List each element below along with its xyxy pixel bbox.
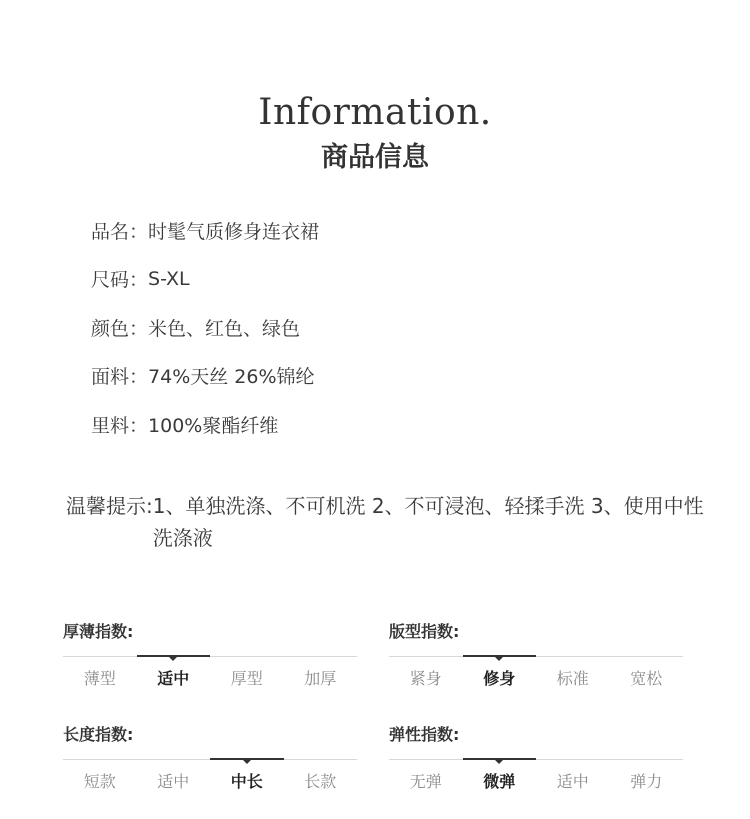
index-option: 适中 (157, 772, 190, 791)
info-value: 米色、红色、绿色 (148, 317, 301, 340)
care-tip (66, 490, 706, 554)
info-row-fabric (91, 352, 319, 401)
index-option: 长款 (304, 772, 337, 791)
thickness-index (63, 621, 357, 690)
index-option: 短款 (83, 772, 116, 791)
info-label: 里料： (91, 414, 149, 437)
product-info-list (91, 206, 319, 449)
info-row-color (91, 303, 319, 352)
index-title: 厚薄指数: (63, 622, 134, 641)
elasticity-index (389, 724, 683, 793)
info-label: 品名： (91, 220, 149, 243)
info-row-name (91, 206, 319, 255)
index-option: 紧身 (409, 669, 442, 688)
scale-line (389, 759, 683, 760)
info-value: S-XL (148, 267, 190, 290)
index-title: 弹性指数: (389, 725, 460, 744)
index-option: 无弹 (409, 772, 442, 791)
info-label: 尺码： (91, 269, 149, 292)
page-title: 商品信息 (321, 142, 429, 173)
scale-line (63, 656, 357, 657)
info-row-size (91, 255, 319, 304)
index-option: 中长 (230, 772, 263, 791)
scale-indicator (210, 758, 284, 760)
index-option: 标准 (556, 669, 589, 688)
index-scale (389, 758, 683, 761)
index-option: 微弹 (483, 772, 516, 791)
scale-indicator (463, 758, 537, 760)
index-option: 弹力 (630, 772, 663, 791)
scale-line (389, 656, 683, 657)
info-value: 100%聚酯纤维 (148, 414, 279, 437)
index-option: 厚型 (230, 669, 263, 688)
info-value: 时髦气质修身连衣裙 (148, 220, 320, 243)
scale-indicator (463, 655, 537, 657)
index-scale (389, 655, 683, 658)
index-option: 适中 (556, 772, 589, 791)
fit-index (389, 621, 683, 690)
info-value: 74%天丝 26%锦纶 (148, 366, 315, 389)
info-row-lining (91, 400, 319, 449)
info-label: 面料： (91, 366, 149, 389)
index-title: 版型指数: (389, 622, 460, 641)
length-index (63, 724, 357, 793)
index-title: 长度指数: (63, 725, 134, 744)
index-option: 适中 (157, 669, 190, 688)
scale-indicator (137, 655, 211, 657)
info-label: 颜色： (91, 317, 149, 340)
index-option: 修身 (483, 669, 516, 688)
index-scale (63, 655, 357, 658)
index-option: 宽松 (630, 669, 663, 688)
title-en: Information. (258, 92, 492, 133)
index-option: 薄型 (83, 669, 116, 688)
index-scale (63, 758, 357, 761)
care-tip-label: 温馨提示: (66, 494, 153, 518)
care-tip-text: 1、单独洗涤、不可机洗 2、不可浸泡、轻揉手洗 3、使用中性洗涤液 (152, 494, 704, 550)
index-option: 加厚 (304, 669, 337, 688)
